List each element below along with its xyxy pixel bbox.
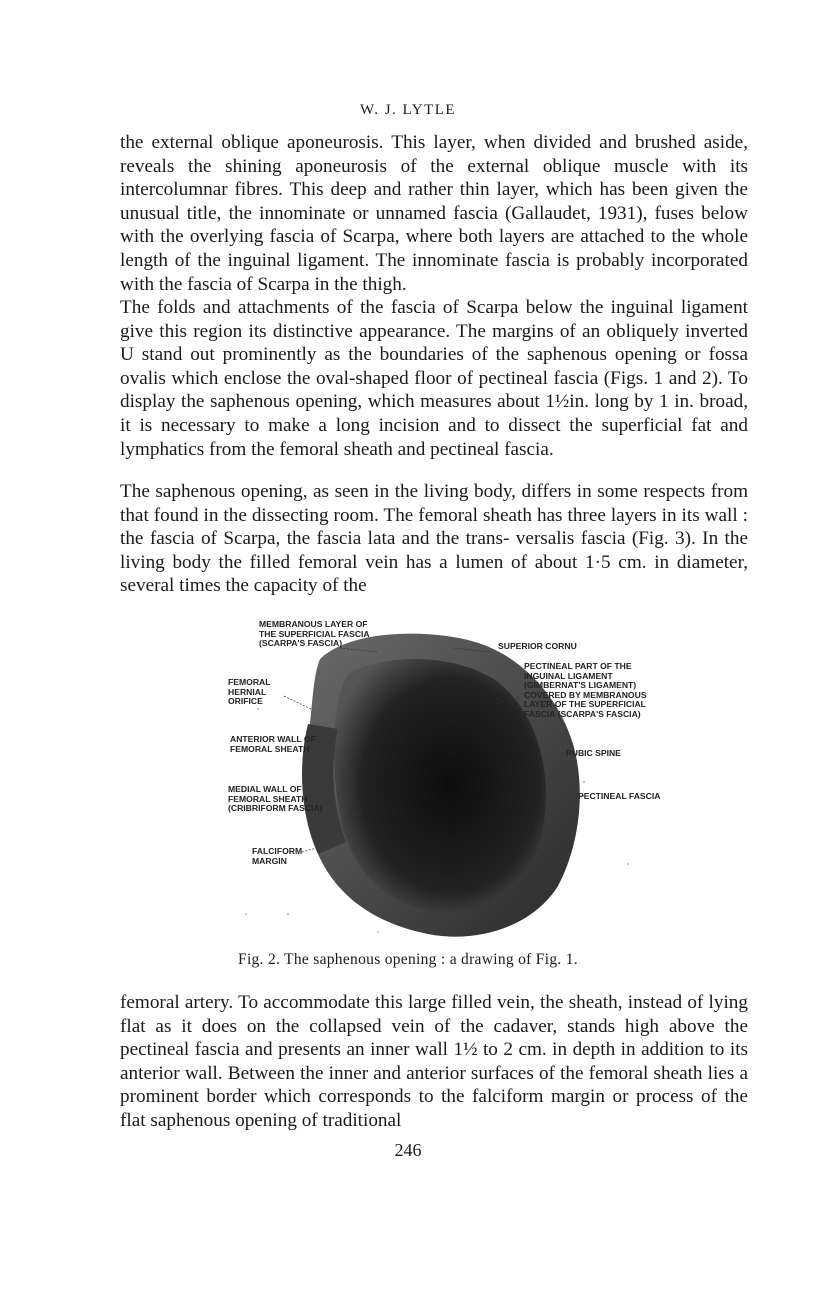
label-falciform-margin: FALCIFORM MARGIN — [252, 846, 303, 866]
figure-saphenous-opening — [228, 614, 688, 944]
page-number: 246 — [394, 1140, 422, 1160]
paragraph-1: the external oblique aponeurosis. This layer, when divided and brushed aside, reveals the shining aponeurosis of the external oblique muscle with its intercolumnar fibres. This deep and rather thin layer, which has been given the unusual title, the innominate or unnamed fascia (Gallaudet, 1931), fuses below with the overlying fascia of Scarpa, where both layers are attached to the whole length of the inguinal ligament. The innominate fascia is probably incorporated with the fascia of Scarpa in the thigh. — [120, 132, 748, 295]
paragraph-3: The saphenous opening, as seen in the living body, differs in some respects from that found in the dissecting room. The femoral sheath has three layers in its wall : the fascia of Scarpa, the fascia lata and the trans- versalis fascia (Fig. 3). In the living body the filled femoral vein has a lumen of about 1·5 cm. in diameter, several times the capacity of the — [120, 481, 748, 597]
label-anterior-wall: ANTERIOR WALL OF FEMORAL SHEATH — [230, 734, 316, 754]
label-pectineal-fascia: PECTINEAL FASCIA — [578, 791, 661, 801]
figure-caption: Fig. 2. The saphenous opening : a drawing of Fig. 1. — [238, 951, 578, 968]
label-membranous-layer: MEMBRANOUS LAYER OF THE SUPERFICIAL FASCIA (SCARPA'S FASCIA) — [259, 619, 370, 648]
running-head: W. J. LYTLE — [359, 102, 457, 118]
paragraph-2: The folds and attachments of the fascia of Scarpa below the inguinal ligament give this region its distinctive appearance. The margins of an obliquely inverted U stand out prominently as the boundaries of the saphenous opening or fossa ovalis which enclose the oval-shaped floor of pectineal fascia (Figs. 1 and 2). To display the saphenous opening, which measures about 1½in. long by 1 in. broad, it is necessary to make a long incision and to dissect the superficial fat and lymphatics from the femoral sheath and pectineal fascia. — [120, 297, 748, 460]
label-pectineal-part: PECTINEAL PART OF THE INGUINAL LIGAMENT (GIMBERNAT'S LIGAMENT) COVERED BY MEMBRANOUS LAYER OF THE SUPERFICIAL FASCIA (SCARPA'S FASCIA) — [524, 661, 647, 719]
label-superior-cornu: SUPERIOR CORNU — [498, 641, 577, 651]
label-medial-wall: MEDIAL WALL OF FEMORAL SHEATH (CRIBRIFORM FASCIA) — [228, 784, 323, 813]
label-femoral-hernial-orifice: FEMORAL HERNIAL ORIFICE — [228, 677, 271, 706]
paragraph-4: femoral artery. To accommodate this large filled vein, the sheath, instead of lying flat as it does on the collapsed vein of the cadaver, stands high above the pectineal fascia and presents an inner wall 1½ to 2 cm. in depth in addition to its anterior wall. Between the inner and anterior surfaces of the femoral sheath lies a prominent border which corresponds to the falciform margin or process of the flat saphenous opening of traditional — [120, 992, 748, 1131]
label-pubic-spine: PUBIC SPINE — [566, 748, 621, 758]
